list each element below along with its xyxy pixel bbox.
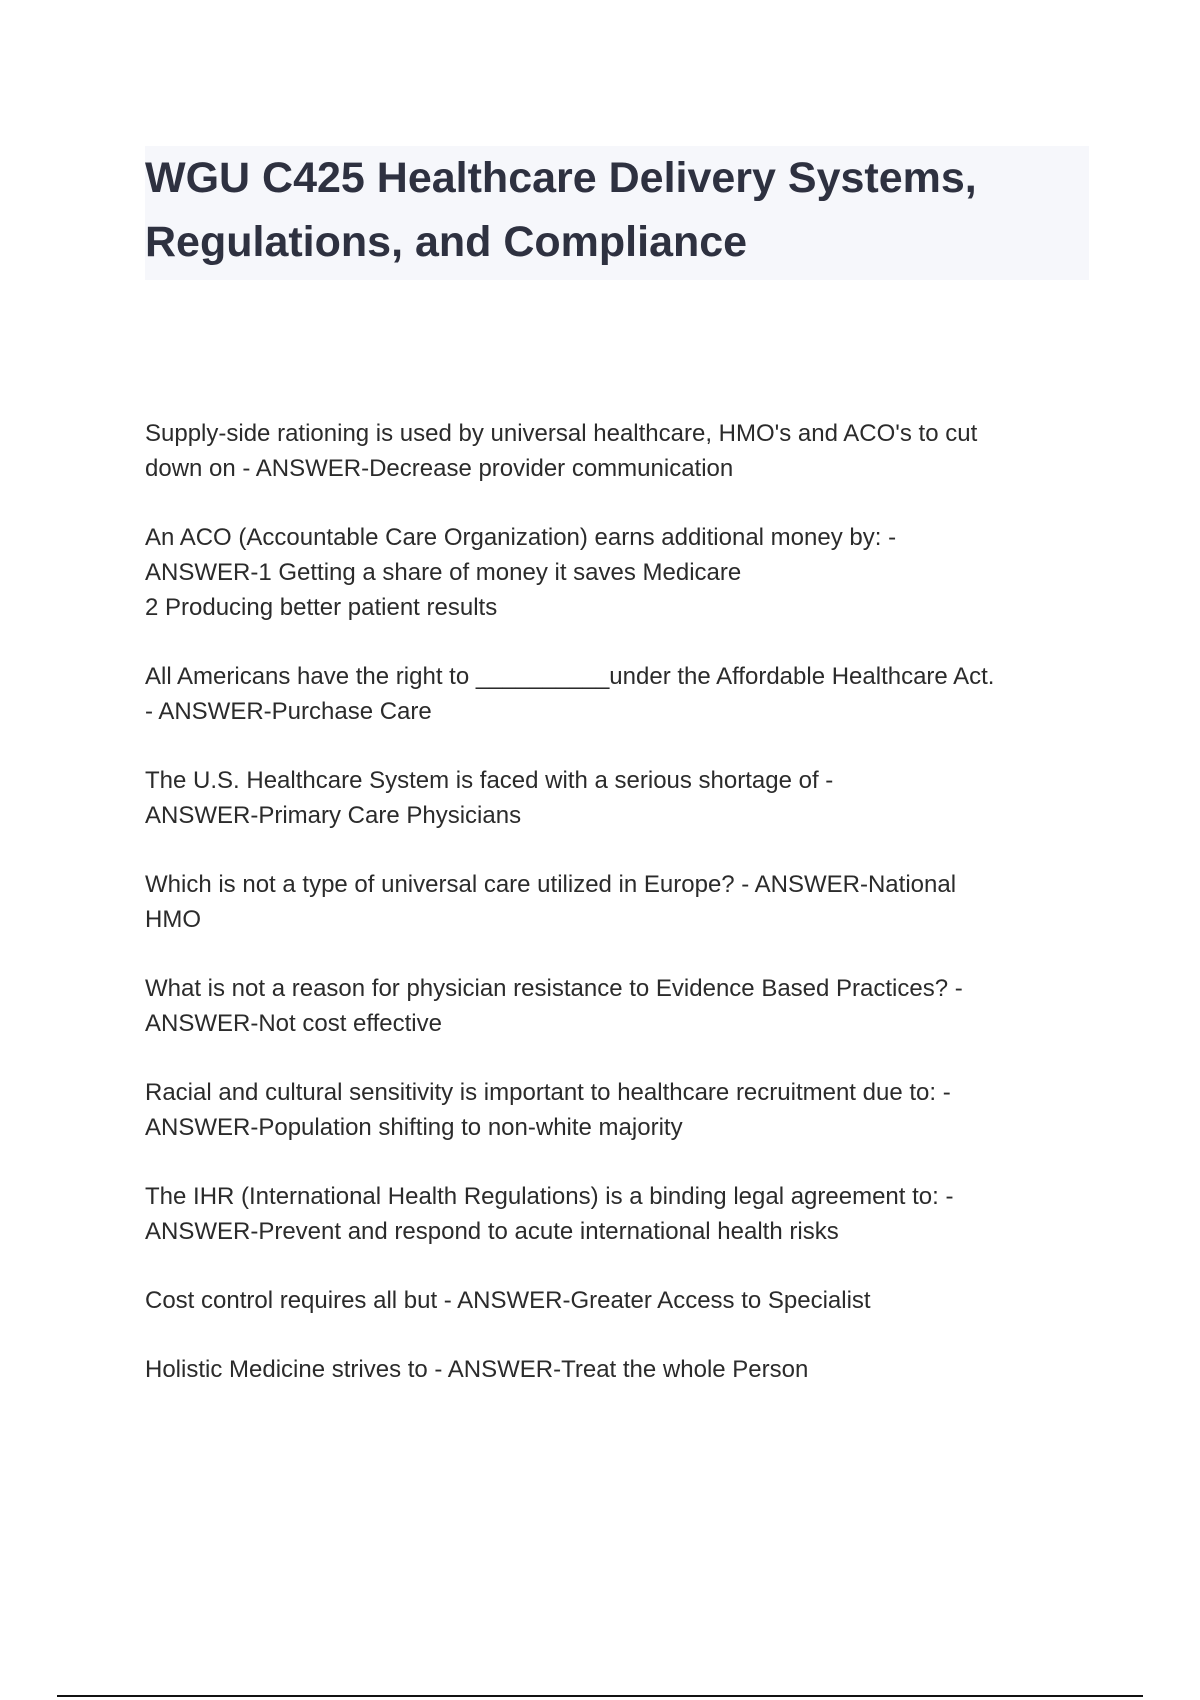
page-title: WGU C425 Healthcare Delivery Systems, Regulations, and Compliance: [145, 154, 977, 266]
qa-item: The IHR (International Health Regulations) is a binding legal agreement to: - ANSWER-Prevent and respond to acute international health risks: [145, 1183, 954, 1245]
page-divider: [57, 1695, 1143, 1697]
qa-item: An ACO (Accountable Care Organization) earns additional money by: - ANSWER-1 Getting a share of money it saves Medicare 2 Producing better patient results: [145, 524, 897, 621]
qa-item: Holistic Medicine strives to - ANSWER-Treat the whole Person: [145, 1356, 809, 1383]
qa-item: What is not a reason for physician resistance to Evidence Based Practices? - ANSWER-Not cost effective: [145, 975, 963, 1037]
qa-item: Racial and cultural sensitivity is important to healthcare recruitment due to: - ANSWER-Population shifting to non-white majority: [145, 1079, 951, 1141]
qa-item: The U.S. Healthcare System is faced with a serious shortage of - ANSWER-Primary Care Physicians: [145, 767, 834, 829]
qa-item: Which is not a type of universal care utilized in Europe? - ANSWER-National HMO: [145, 871, 957, 933]
title-banner: [145, 146, 1089, 280]
qa-item: Supply-side rationing is used by universal healthcare, HMO's and ACO's to cut down on - ANSWER-Decrease provider communication: [145, 420, 978, 482]
qa-item: Cost control requires all but - ANSWER-Greater Access to Specialist: [145, 1287, 871, 1314]
qa-item: All Americans have the right to __________under the Affordable Healthcare Act. - ANSWER-Purchase Care: [145, 663, 995, 725]
qa-list: [145, 416, 1095, 1421]
